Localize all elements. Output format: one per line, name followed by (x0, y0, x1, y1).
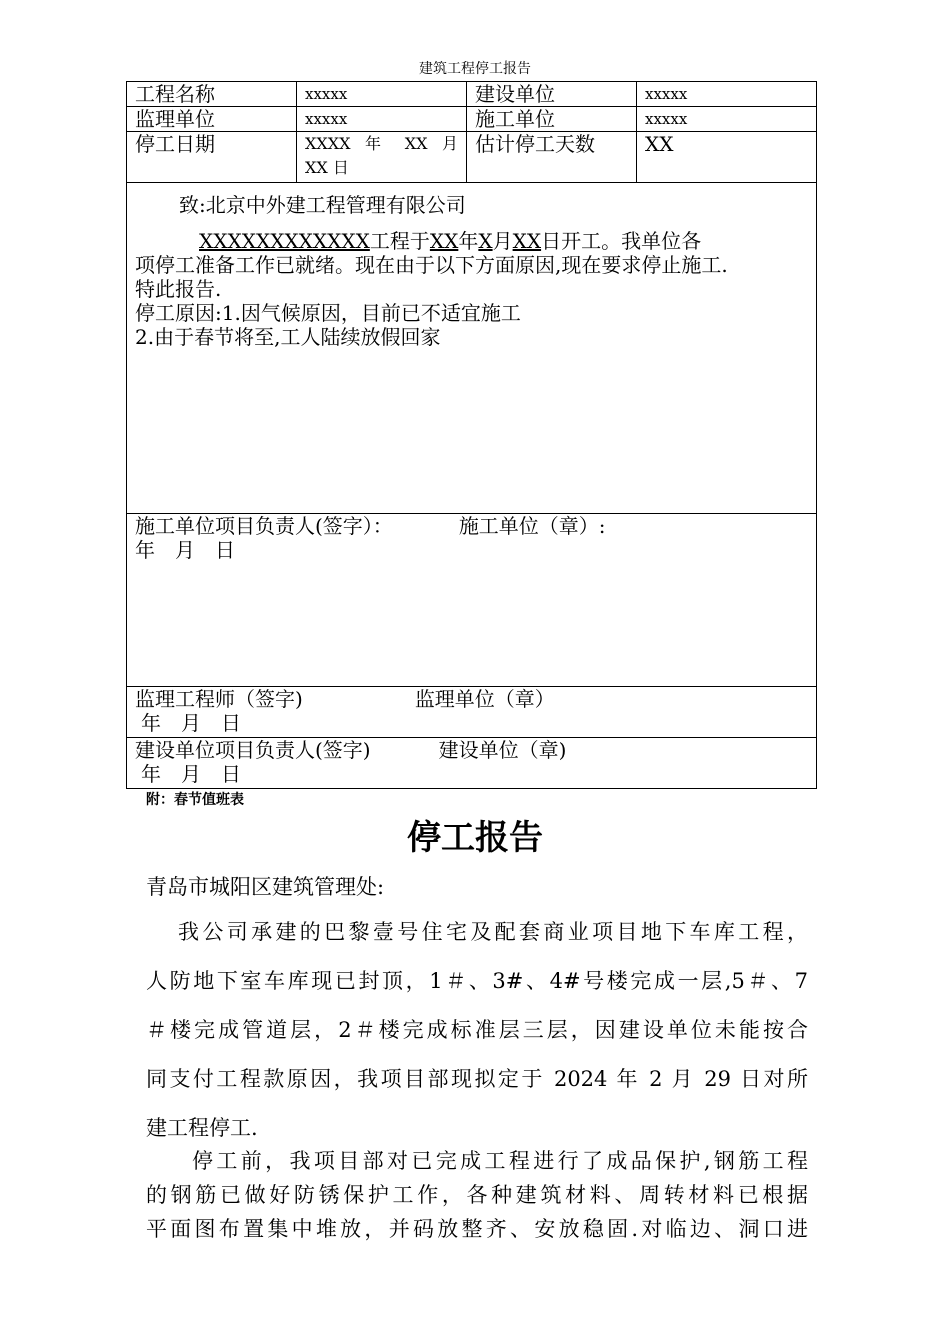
attachment-note: 附：春节值班表 (146, 792, 244, 808)
owner-unit-value: xxxxx (637, 82, 817, 107)
report-paragraph-1 (146, 908, 808, 1153)
form-row-sign-construction (127, 514, 817, 687)
owner-unit-seal-label: 建设单位（章) (438, 738, 567, 762)
p1-line-2: 人防地下室车库现已封顶，1＃、3#、4#号楼完成一层,5＃、7 (146, 969, 808, 993)
construction-sign-line (135, 514, 808, 538)
p1-line-5: 建工程停工. (146, 1116, 258, 1140)
construction-unit-value: xxxxx (637, 107, 817, 132)
report-paragraph-2 (146, 1144, 808, 1246)
p2-line-1: 停工前，我项目部对已完成工程进行了成品保护,钢筋工程 (192, 1149, 808, 1173)
body-text-4: 日开工。我单位各 (541, 229, 702, 253)
p2-line-3: 平面图布置集中堆放，并码放整齐、安放稳固.对临边、洞口进 (146, 1217, 808, 1241)
owner-sign-cell (127, 738, 817, 789)
supervision-sign-line (135, 687, 808, 711)
body-text-1: 工程于 (369, 229, 430, 253)
p1-line-3: ＃楼完成管道层，2＃楼完成标准层三层，因建设单位未能按合 (146, 1018, 808, 1042)
stop-date-label: 停工日期 (127, 132, 297, 183)
form-row-body (127, 183, 817, 514)
p1-line-4: 同支付工程款原因，我项目部现拟定于 2024 年 2 月 29 日对所 (146, 1067, 808, 1091)
construction-manager-signature-label: 施工单位项目负责人(签字）： (135, 514, 393, 538)
construction-sign-date: 年 月 日 (135, 538, 235, 562)
body-text-2: 年 (458, 229, 479, 253)
form-row-sign-owner (127, 738, 817, 789)
form-row-supervision (127, 107, 817, 132)
start-month: X (478, 229, 493, 253)
supervision-unit-seal-label: 监理单位（章） (414, 687, 555, 711)
owner-manager-signature-label: 建设单位项目负责人(签字) (135, 738, 371, 762)
project-name-value: xxxxx (297, 82, 467, 107)
owner-sign-date: 年 月 日 (141, 762, 241, 786)
report-title: 停工报告 (407, 818, 543, 858)
body-text-3: 月 (492, 229, 513, 253)
body-line-3: 特此报告. (135, 277, 222, 301)
supervision-unit-value: xxxxx (297, 107, 467, 132)
owner-sign-line (135, 738, 808, 762)
form-row-project (127, 82, 817, 107)
body-line-1 (135, 229, 808, 253)
owner-unit-label: 建设单位 (467, 82, 637, 107)
start-day: XX (512, 229, 542, 253)
form-row-dates (127, 132, 817, 183)
recipient-line: 致:北京中外建工程管理有限公司 (179, 193, 466, 217)
stop-date-line1: XXXX 年 XX 月 (305, 134, 458, 153)
supervision-sign-date: 年 月 日 (141, 711, 241, 735)
p1-line-1: 我公司承建的巴黎壹号住宅及配套商业项目地下车库工程， (178, 920, 808, 944)
stop-date-line2: XX 日 (305, 158, 349, 177)
estimated-days-label: 估计停工天数 (467, 132, 637, 183)
p2-line-2: 的钢筋已做好防锈保护工作，各种建筑材料、周转材料已根据 (146, 1183, 808, 1207)
supervision-unit-label: 监理单位 (127, 107, 297, 132)
construction-unit-label: 施工单位 (467, 107, 637, 132)
project-name-label: 工程名称 (127, 82, 297, 107)
project-placeholder: XXXXXXXXXXXX (199, 229, 370, 253)
construction-sign-cell (127, 514, 817, 687)
construction-unit-seal-label: 施工单位（章）: (458, 514, 606, 538)
stop-reason-1: 停工原因:1.因气候原因，目前已不适宜施工 (135, 301, 521, 325)
report-body-cell (127, 183, 817, 514)
form-row-sign-supervision (127, 687, 817, 738)
estimated-days-value: XX (637, 132, 817, 183)
report-addressee: 青岛市城阳区建筑管理处: (146, 875, 385, 899)
stop-reason-2: 2.由于春节将至,工人陆续放假回家 (135, 325, 441, 349)
stop-work-form-table (126, 81, 817, 789)
stop-date-value (297, 132, 467, 183)
body-line-2: 项停工准备工作已就绪。现在由于以下方面原因,现在要求停止施工. (135, 253, 728, 277)
supervision-sign-cell (127, 687, 817, 738)
page-header: 建筑工程停工报告 (419, 61, 531, 77)
start-year: XX (429, 229, 459, 253)
supervision-engineer-signature-label: 监理工程师（签字) (135, 687, 303, 711)
